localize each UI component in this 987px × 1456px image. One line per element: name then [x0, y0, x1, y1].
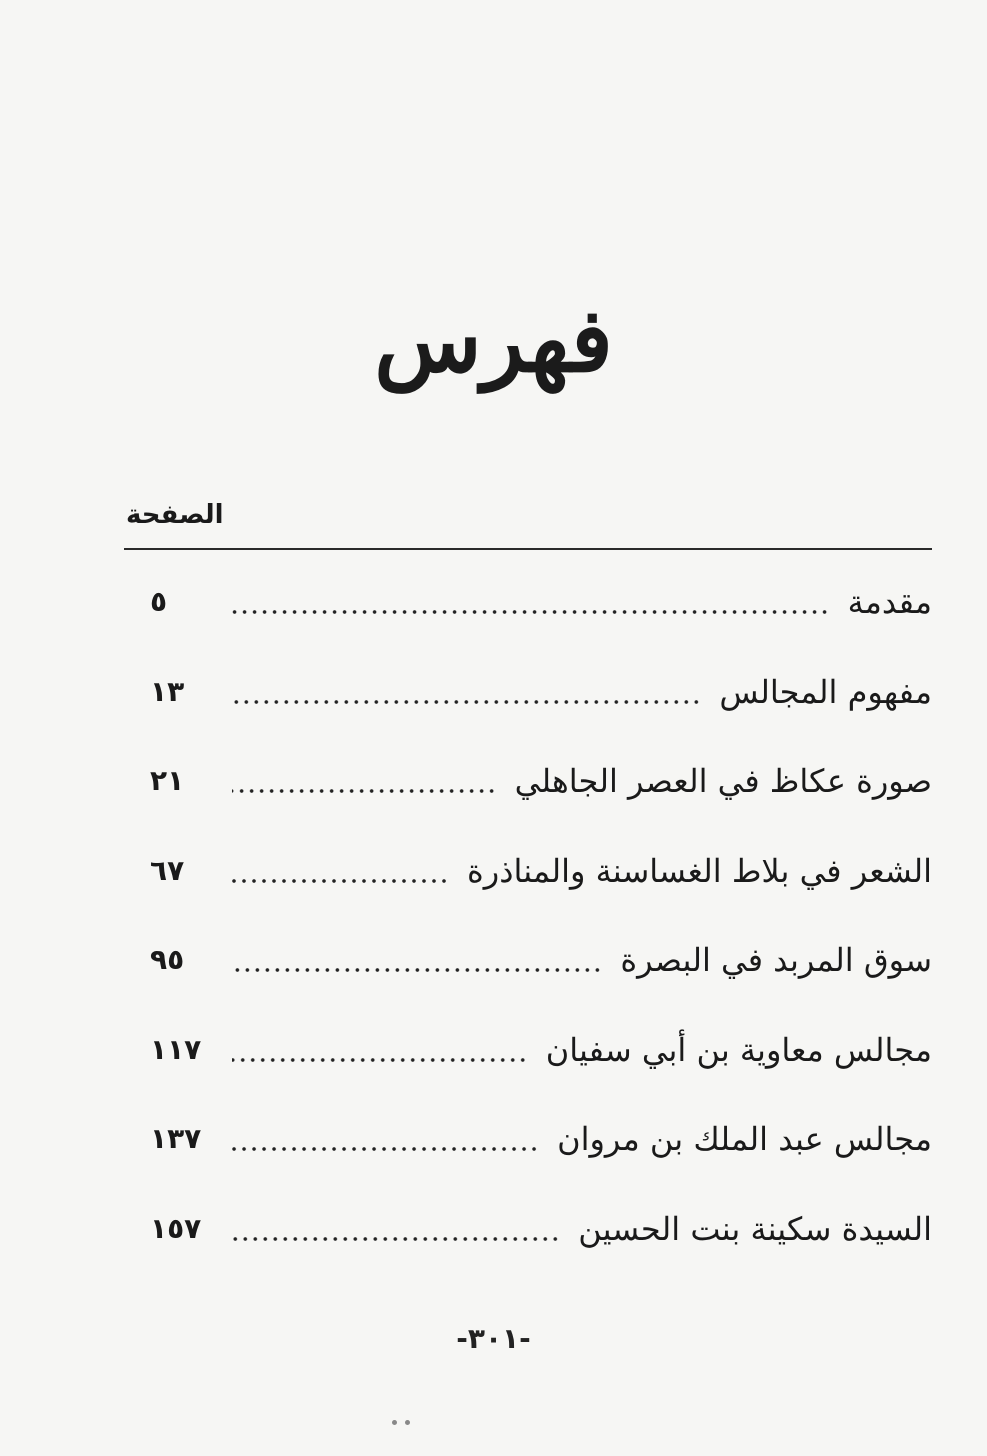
- toc-entry-page: ١٥٧: [150, 1211, 202, 1245]
- speck-dot: [405, 1420, 410, 1425]
- dot-leader: [232, 787, 497, 795]
- toc-entry-title: مفهوم المجالس: [719, 672, 932, 711]
- table-of-contents: [150, 578, 932, 1294]
- toc-entry-page: ٩٥: [150, 943, 185, 976]
- scan-speck: [392, 1410, 422, 1418]
- page-number: -٣٠١-: [456, 1322, 531, 1355]
- header-divider: [124, 548, 932, 550]
- toc-row: [150, 936, 932, 1026]
- toc-row: [150, 578, 932, 668]
- toc-row: [150, 757, 932, 847]
- dot-leader: [232, 966, 602, 974]
- toc-row: [150, 1026, 932, 1116]
- dot-leader: [232, 608, 830, 616]
- toc-entry-title: سوق المربد في البصرة: [620, 941, 932, 979]
- toc-entry-title: الشعر في بلاط الغساسنة والمناذرة: [467, 851, 932, 890]
- toc-row: [150, 1205, 932, 1295]
- dot-leader: [232, 877, 449, 885]
- toc-entry-title: مجالس عبد الملك بن مروان: [557, 1120, 932, 1158]
- toc-entry-page: ١١٧: [150, 1032, 202, 1066]
- toc-entry-title: السيدة سكينة بنت الحسين: [578, 1209, 932, 1248]
- toc-entry-page: ١٣٧: [150, 1122, 202, 1155]
- toc-entry-page: ٢١: [150, 764, 185, 797]
- speck-dot: [392, 1420, 397, 1425]
- dot-leader: [232, 1056, 528, 1064]
- toc-entry-title: مقدمة: [847, 583, 932, 621]
- toc-row: [150, 668, 932, 758]
- toc-entry-title: مجالس معاوية بن أبي سفيان: [545, 1030, 932, 1069]
- toc-entry-page: ٦٧: [150, 853, 185, 887]
- dot-leader: [232, 1145, 539, 1153]
- dot-leader: [232, 1235, 560, 1243]
- toc-entry-page: ١٣: [150, 674, 185, 708]
- page-title: فهرس: [374, 288, 613, 392]
- dot-leader: [232, 698, 701, 706]
- toc-entry-title: صورة عكاظ في العصر الجاهلي: [514, 762, 932, 800]
- page-column-header: الصفحة: [126, 500, 224, 530]
- toc-entry-page: ٥: [150, 585, 168, 618]
- toc-row: [150, 847, 932, 937]
- toc-row: [150, 1115, 932, 1205]
